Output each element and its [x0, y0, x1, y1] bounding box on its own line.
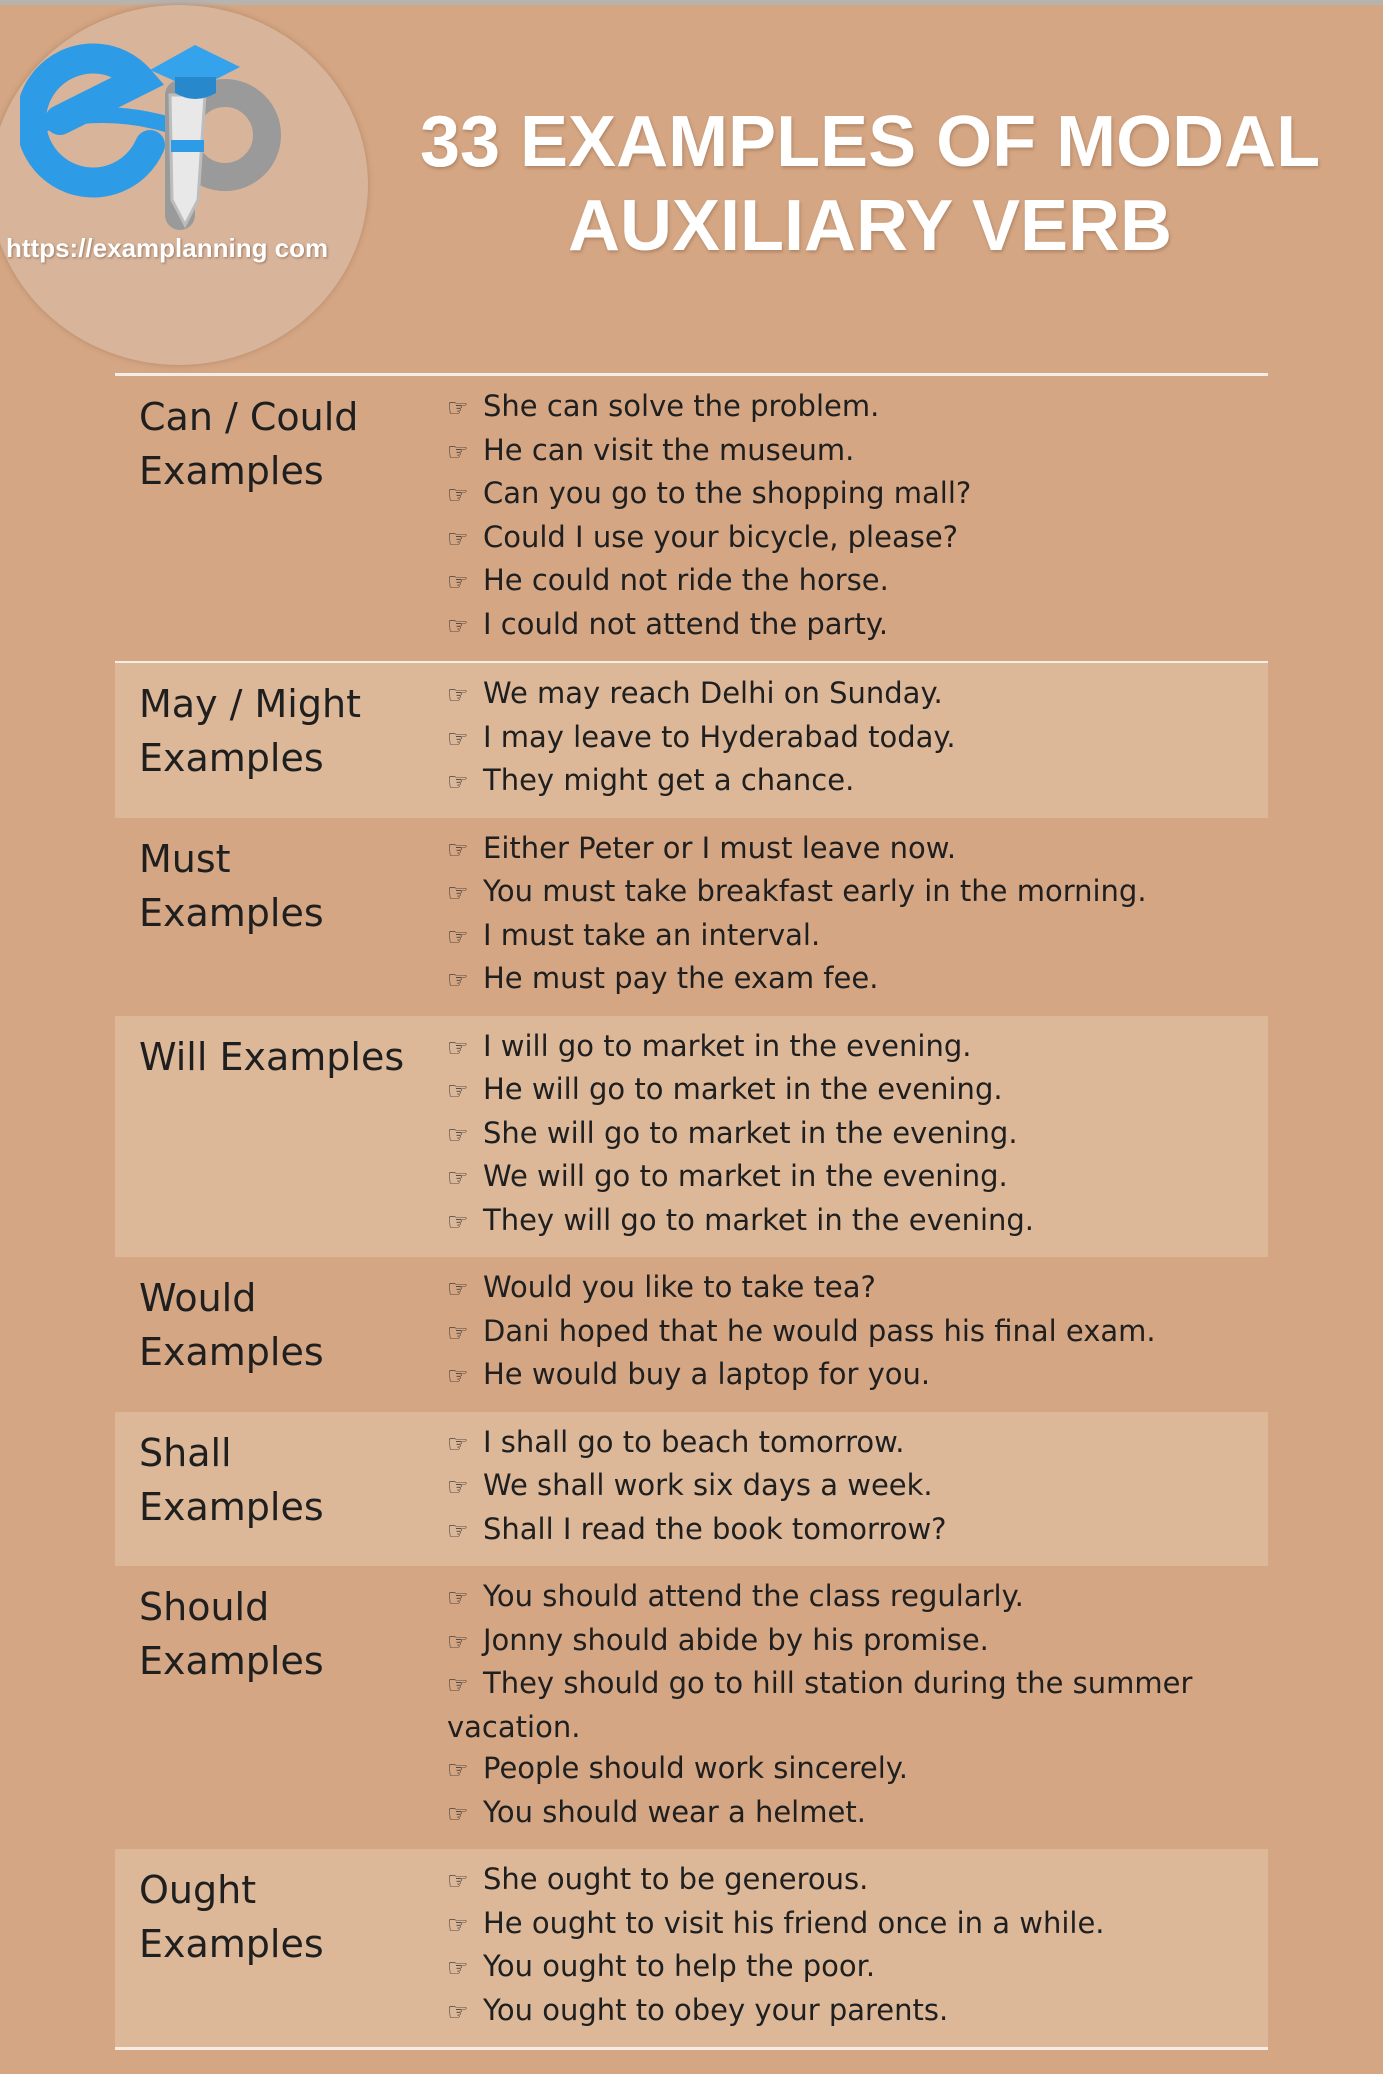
example-list [415, 663, 1268, 818]
example-item [447, 386, 1268, 430]
pointing-hand-icon: ☞ [447, 966, 469, 994]
example-text: He ought to visit his friend once in a while. [483, 1905, 1105, 1940]
example-item [447, 1990, 1268, 2034]
example-item [447, 1465, 1268, 1509]
section-row [115, 818, 1268, 1016]
example-item [447, 828, 1268, 872]
example-text: I must take an interval. [483, 917, 821, 952]
pointing-hand-icon: ☞ [447, 1164, 469, 1192]
pointing-hand-icon: ☞ [447, 1867, 469, 1895]
section-row [115, 663, 1268, 818]
example-text: You should wear a helmet. [483, 1794, 866, 1829]
section-row [115, 1566, 1268, 1849]
example-text: Dani hoped that he would pass his final exam. [483, 1313, 1156, 1348]
example-text: You must take breakfast early in the morning. [483, 874, 1147, 908]
pointing-hand-icon: ☞ [447, 1077, 469, 1105]
logo [0, 5, 368, 365]
pointing-hand-icon: ☞ [447, 1997, 469, 2026]
pointing-hand-icon: ☞ [447, 1207, 469, 1236]
pointing-hand-icon: ☞ [447, 1627, 469, 1656]
example-text: You should attend the class regularly. [483, 1579, 1024, 1613]
example-text: They should go to hill station during the summer vacation. [447, 1666, 1193, 1744]
section-label: Can / Could Examples [139, 395, 359, 493]
example-item [447, 517, 1268, 561]
example-text: I shall go to beach tomorrow. [483, 1424, 905, 1459]
example-item [447, 1311, 1268, 1355]
pointing-hand-icon: ☞ [447, 1120, 469, 1149]
section-row [115, 1412, 1268, 1567]
example-item [447, 1354, 1268, 1398]
example-item [447, 1069, 1268, 1113]
pointing-hand-icon: ☞ [447, 1362, 469, 1390]
example-item [447, 760, 1268, 804]
top-strip [0, 0, 1383, 5]
example-item [447, 1267, 1268, 1311]
example-item [447, 1792, 1268, 1836]
title-line-1: 33 EXAMPLES OF MODAL [419, 102, 1321, 182]
example-item [447, 717, 1268, 761]
example-text: She can solve the problem. [483, 389, 880, 423]
example-text: Either Peter or I must leave now. [483, 830, 957, 865]
example-list [415, 818, 1268, 1016]
section-row [115, 1016, 1268, 1258]
example-item [447, 1946, 1268, 1990]
pointing-hand-icon: ☞ [447, 611, 469, 640]
pointing-hand-icon: ☞ [447, 1275, 469, 1303]
example-text: He will go to market in the evening. [483, 1072, 1003, 1106]
example-text: She ought to be generous. [483, 1862, 869, 1896]
pointing-hand-icon: ☞ [447, 1516, 469, 1545]
section-row [115, 376, 1268, 663]
example-text: We will go to market in the evening. [483, 1159, 1008, 1193]
example-item [447, 1748, 1268, 1792]
example-text: He must pay the exam fee. [483, 961, 879, 995]
example-text: He can visit the museum. [483, 432, 855, 467]
pointing-hand-icon: ☞ [447, 394, 469, 422]
pointing-hand-icon: ☞ [447, 922, 469, 951]
pointing-hand-icon: ☞ [447, 1429, 469, 1458]
section-label: Ought Examples [139, 1868, 324, 1966]
pointing-hand-icon: ☞ [447, 524, 469, 553]
example-text: People should work sincerely. [483, 1751, 909, 1785]
example-text: Jonny should abide by his promise. [483, 1622, 989, 1657]
example-text: He would buy a laptop for you. [483, 1357, 931, 1391]
example-item [447, 1156, 1268, 1200]
example-item [447, 673, 1268, 717]
example-item [447, 1576, 1268, 1620]
pointing-hand-icon: ☞ [447, 1584, 469, 1612]
example-list [415, 1257, 1268, 1412]
logo-url: https://examplanning com [6, 233, 329, 263]
example-list [415, 1412, 1268, 1567]
graduation-cap-pencil-icon [20, 25, 300, 235]
section-label: Shall Examples [139, 1430, 324, 1529]
title-line-2: AUXILIARY VERB [567, 186, 1173, 266]
example-list [415, 1849, 1268, 2047]
pointing-hand-icon: ☞ [447, 1954, 469, 1982]
examples-table [115, 373, 1268, 2050]
example-item [447, 1200, 1268, 1244]
pointing-hand-icon: ☞ [447, 879, 469, 907]
example-text: I will go to market in the evening. [483, 1028, 972, 1063]
example-text: You ought to help the poor. [483, 1949, 876, 1983]
example-item [447, 473, 1268, 517]
example-text: We shall work six days a week. [483, 1468, 933, 1502]
example-text: Shall I read the book tomorrow? [483, 1511, 947, 1546]
example-text: She will go to market in the evening. [483, 1115, 1018, 1150]
example-item [447, 1620, 1268, 1664]
section-label: Should Examples [139, 1585, 324, 1683]
example-text: They will go to market in the evening. [483, 1202, 1035, 1237]
example-text: Could I use your bicycle, please? [483, 519, 959, 554]
pointing-hand-icon: ☞ [447, 768, 469, 796]
example-item [447, 1509, 1268, 1553]
example-item [447, 430, 1268, 474]
pointing-hand-icon: ☞ [447, 1318, 469, 1347]
example-text: He could not ride the horse. [483, 563, 889, 597]
example-item [447, 958, 1268, 1002]
example-text: Can you go to the shopping mall? [483, 476, 972, 510]
pointing-hand-icon: ☞ [447, 724, 469, 753]
pointing-hand-icon: ☞ [447, 1033, 469, 1062]
example-text: You ought to obey your parents. [483, 1992, 949, 2027]
example-list [415, 1566, 1268, 1849]
example-item [447, 1026, 1268, 1070]
section-label: Would Examples [139, 1276, 324, 1374]
page-title [395, 100, 1345, 268]
pointing-hand-icon: ☞ [447, 1473, 469, 1501]
example-item [447, 915, 1268, 959]
example-item [447, 1422, 1268, 1466]
example-item [447, 1903, 1268, 1947]
example-item [447, 604, 1268, 648]
pointing-hand-icon: ☞ [447, 1671, 469, 1699]
example-list [415, 1016, 1268, 1258]
example-text: I may leave to Hyderabad today. [483, 719, 956, 754]
section-label: Will Examples [139, 1034, 405, 1079]
example-item [447, 1859, 1268, 1903]
example-item [447, 1663, 1268, 1748]
pointing-hand-icon: ☞ [447, 481, 469, 509]
example-text: They might get a chance. [483, 763, 855, 797]
pointing-hand-icon: ☞ [447, 568, 469, 596]
section-label: May / Might Examples [139, 682, 361, 780]
section-label: Must Examples [139, 836, 324, 935]
pointing-hand-icon: ☞ [447, 1799, 469, 1828]
pointing-hand-icon: ☞ [447, 437, 469, 466]
example-item [447, 871, 1268, 915]
pointing-hand-icon: ☞ [447, 1756, 469, 1784]
pointing-hand-icon: ☞ [447, 1910, 469, 1939]
example-item [447, 1113, 1268, 1157]
pointing-hand-icon: ☞ [447, 681, 469, 709]
pointing-hand-icon: ☞ [447, 835, 469, 864]
section-row [115, 1257, 1268, 1412]
example-text: I could not attend the party. [483, 606, 889, 641]
example-text: Would you like to take tea? [483, 1270, 876, 1304]
example-item [447, 560, 1268, 604]
example-text: We may reach Delhi on Sunday. [483, 676, 943, 710]
section-row [115, 1849, 1268, 2050]
example-list [415, 376, 1268, 661]
